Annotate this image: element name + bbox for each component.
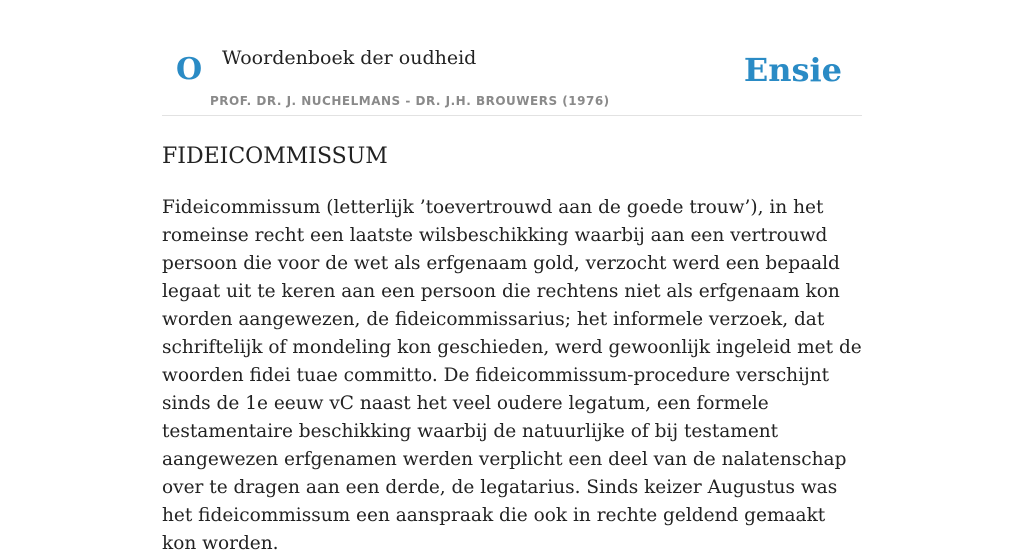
- authors-line: PROF. DR. J. NUCHELMANS - DR. J.H. BROUWERS (1976): [210, 94, 610, 108]
- ensie-logo-link[interactable]: Ensie: [743, 51, 842, 89]
- dictionary-header: [162, 0, 862, 116]
- entry-definition: Fideicommissum (letterlijk ’toevertrouwd aan de goede trouw’), in het romeinse recht een laatste wilsbeschikking waarbij aan een vertrouwd persoon die voor de wet als erfgenaam gold, verzocht werd een bepaald legaat uit te keren aan een persoon die rechtens niet als erfgenaam kon worden aangewezen, de fideicommissarius; het informele verzoek, dat schriftelijk of mondeling kon geschieden, werd gewoonlijk ingeleid met de woorden fidei tuae committo. De fideicommissum-procedure verschijnt sinds de 1e eeuw vC naast het veel oudere legatum, een formele testamentaire beschikking waarbij de natuurlijke of bij testament aangewezen erfgenamen werden verplicht een deel van de nalatenschap over te dragen aan een derde, de legatarius. Sinds keizer Augustus was het fideicommissum een aanspraak die ook in rechte geldend gemaakt kon worden.: [162, 197, 862, 554]
- page-container: [162, 0, 862, 558]
- book-title-link[interactable]: Woordenboek der oudheid: [222, 47, 477, 69]
- index-letter-link[interactable]: O: [176, 52, 203, 87]
- entry-title: FIDEICOMMISSUM: [162, 144, 388, 169]
